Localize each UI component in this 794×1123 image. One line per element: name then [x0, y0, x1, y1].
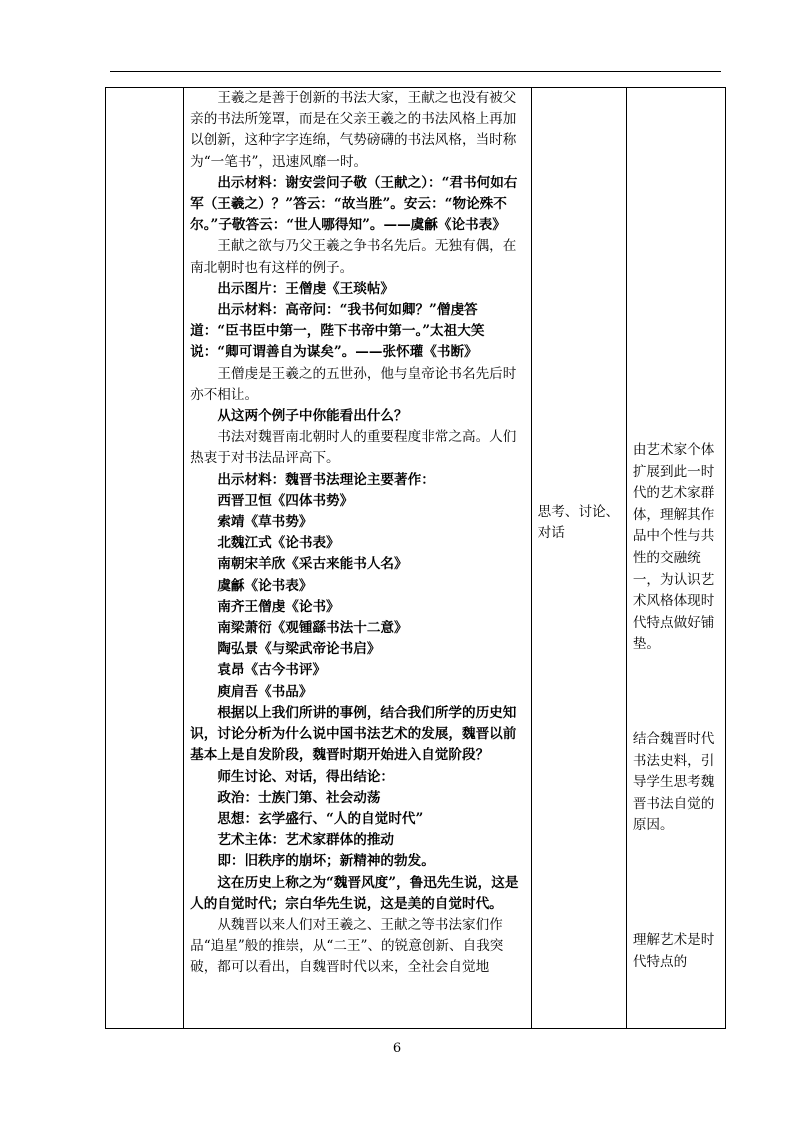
content-paragraph: 根据以上我们所讲的事例，结合我们所学的历史知识，讨论分析为什么说中国书法艺术的发展，魏晋以前基本上是自发阶段，魏晋时期开始进入自觉阶段？ [190, 704, 517, 764]
design-intent-block: 由艺术家个体扩展到此一时代的艺术家群体，理解其作品中个性与共性的交融统一，为认识艺术风格体现时代特点做好铺垫。 [632, 442, 715, 653]
content-paragraph: 政治：士族门第、社会动荡 [217, 789, 381, 806]
lesson-plan-table [105, 87, 726, 1029]
content-paragraph: 即：旧秩序的崩坏；新精神的勃发。 [217, 853, 435, 870]
content-paragraph: 师生讨论、对话，得出结论： [217, 768, 395, 785]
content-paragraph: 出示图片：王僧虔《王琰帖》 [217, 280, 395, 297]
content-paragraph: 陶弘景《与梁武帝论书启》 [217, 641, 381, 658]
content-paragraph: 袁昂《古今书评》 [217, 662, 327, 679]
content-paragraph: 虞龢《论书表》 [217, 577, 313, 594]
table-row [106, 88, 726, 1029]
content-paragraph: 从魏晋以来人们对王羲之、王献之等书法家们作品“追星”般的推崇，从“二王”、的锐意创新、自我突破，都可以看出，自魏晋时代以来，全社会自觉地 [190, 916, 504, 976]
content-paragraph: 艺术主体：艺术家群体的推动 [217, 832, 395, 849]
content-paragraph: 出示材料：高帝问：“我书何如卿？”僧虔答道：“臣书臣中第一，陛下书帝中第一。”太祖大笑说：“卿可谓善自为谋矣”。——张怀瓘《书断》 [190, 302, 485, 361]
student-activity-cell [531, 88, 626, 1029]
content-paragraph: 王僧虔是王羲之的五世孙，他与皇帝论书名先后时亦不相让。 [190, 365, 517, 403]
content-paragraph: 思想：玄学盛行、“人的自觉时代” [217, 810, 424, 827]
content-paragraph: 这在历史上称之为“魏晋风度”，鲁迅先生说，这是人的自觉时代；宗白华先生说，这是美的自觉时代。 [190, 874, 519, 912]
content-paragraph: 南朝宋羊欣《采古来能书人名》 [217, 556, 408, 573]
header-rule [110, 71, 721, 72]
content-paragraph: 北魏江式《论书表》 [217, 535, 340, 552]
content-paragraph: 西晋卫恒《四体书势》 [217, 492, 354, 509]
stage-cell [106, 88, 184, 1029]
content-paragraph: 书法对魏晋南北朝时人的重要程度非常之高。人们热衷于对书法品评高下。 [190, 429, 517, 467]
design-intent-block: 结合魏晋时代书法史料，引导学生思考魏晋书法自觉的原因。 [632, 730, 715, 834]
page-number: 6 [392, 1041, 402, 1056]
teaching-content-cell [184, 88, 532, 1029]
content-paragraph: 索靖《草书势》 [217, 514, 313, 531]
design-intent-block: 理解艺术是时代特点的 [632, 931, 715, 970]
content-paragraph: 出示材料：谢安尝问子敬（王献之）：“君书何如右军（王羲之）？”答云：“故当胜”。安云：“物论殊不尔。”子敬答云：“世人哪得知”。——虞龢《论书表》 [190, 174, 518, 234]
content-paragraph: 庾肩吾《书品》 [217, 683, 313, 700]
content-paragraph: 出示材料：魏晋书法理论主要著作： [217, 471, 435, 488]
content-paragraph: 王献之欲与乃父王羲之争书名先后。无独有偶，在南北朝时也有这样的例子。 [190, 238, 517, 276]
content-paragraph: 南梁萧衍《观锺繇书法十二意》 [217, 620, 408, 637]
student-activity-text: 思考、讨论、对话 [537, 504, 620, 541]
content-paragraph: 王羲之是善于创新的书法大家，王献之也没有被父亲的书法所笼罩，而是在父亲王羲之的书法风格上再加以创新，这种字字连绵，气势磅礴的书法风格，当时称为“一笔书”，迅速风靡一时。 [190, 90, 517, 170]
content-paragraph: 从这两个例子中你能看出什么？ [217, 408, 408, 425]
teaching-content [184, 88, 531, 1028]
design-intent-cell [626, 88, 725, 1029]
content-paragraph: 南齐王僧虔《论书》 [217, 598, 340, 615]
